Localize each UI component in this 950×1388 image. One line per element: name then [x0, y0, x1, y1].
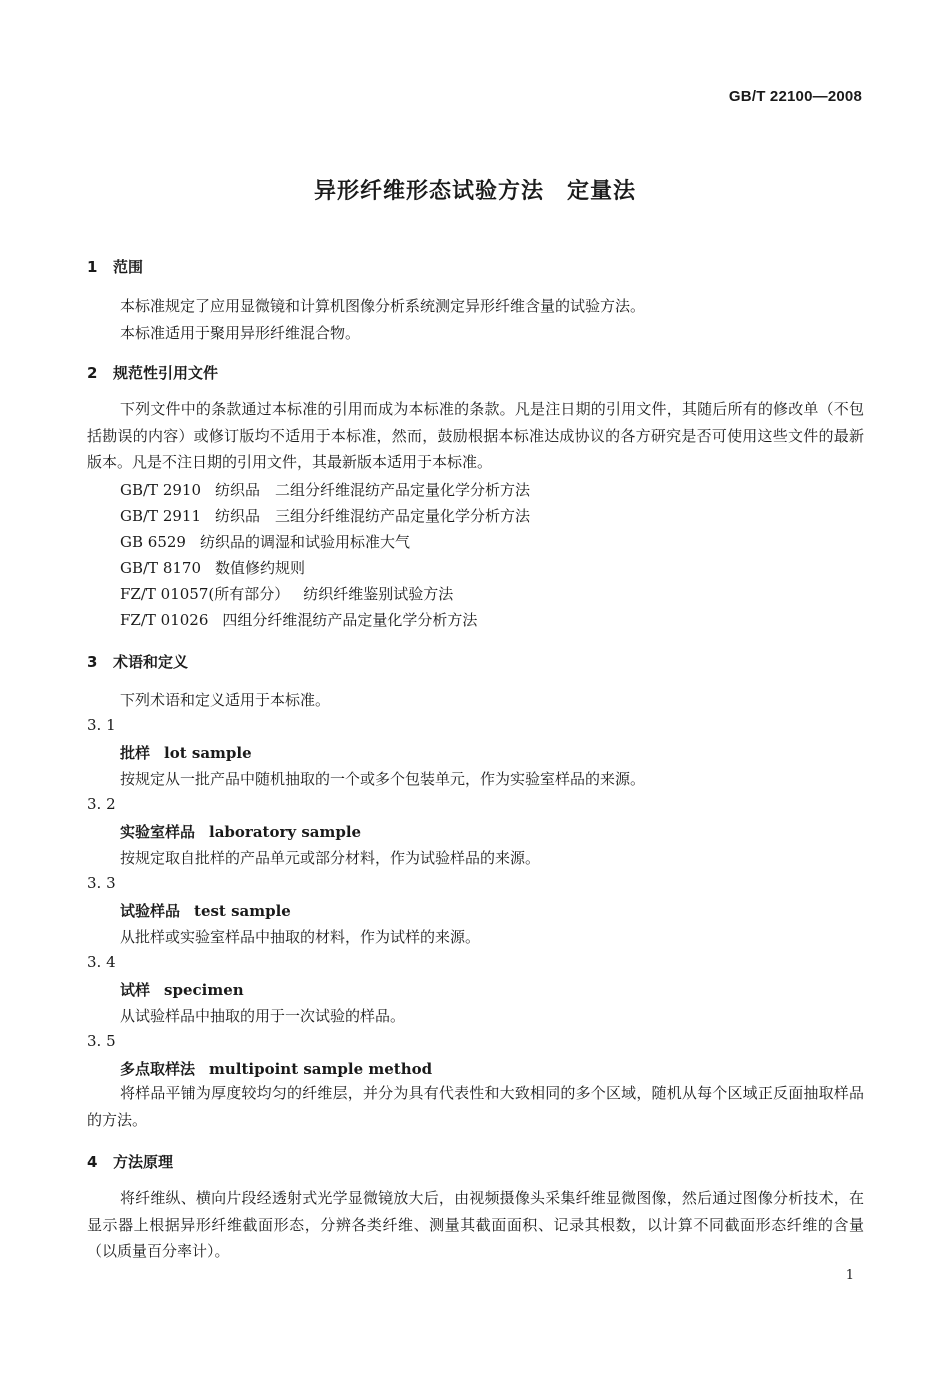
reference-item [120, 583, 453, 604]
term-entry [120, 821, 361, 842]
reference-item [120, 609, 477, 630]
section-4-heading [87, 1151, 173, 1172]
term-zh: 多点取样法 [120, 1060, 196, 1078]
reference-title: 纺织纤维鉴别试验方法 [303, 585, 454, 603]
term-en: multipoint sample method [209, 1060, 433, 1078]
reference-code: GB/T 2910 [120, 481, 202, 499]
term-entry [120, 979, 244, 1000]
term-en: lot sample [164, 744, 252, 762]
term-zh: 批样 [120, 744, 151, 762]
term-definition: 从试验样品中抽取的用于一次试验的样品。 [120, 1007, 406, 1025]
term-en: test sample [194, 902, 291, 920]
term-zh: 实验室样品 [120, 823, 196, 841]
term-en: laboratory sample [209, 823, 362, 841]
scope-line-2: 本标准适用于聚用异形纤维混合物。 [120, 324, 361, 342]
standard-code: GB/T 22100—2008 [728, 88, 862, 105]
section-title: 方法原理 [113, 1153, 174, 1171]
page-number: 1 [845, 1268, 854, 1283]
reference-item [120, 531, 410, 552]
section-title: 术语和定义 [113, 653, 189, 671]
reference-title: 纺织品 三组分纤维混纺产品定量化学分析方法 [215, 507, 531, 525]
term-definition: 从批样或实验室样品中抽取的材料，作为试样的来源。 [120, 928, 481, 946]
section-2-heading [87, 362, 218, 383]
document-title: 异形纤维形态试验方法 定量法 [313, 179, 636, 204]
reference-code: FZ/T 01026 [120, 611, 209, 629]
clause-number: 3. 2 [87, 795, 116, 813]
reference-code: FZ/T 01057(所有部分） [120, 585, 290, 603]
section-title: 范围 [113, 258, 144, 276]
scope-line-1: 本标准规定了应用显微镜和计算机图像分析系统测定异形纤维含量的试验方法。 [120, 297, 646, 315]
section-3-heading [87, 651, 188, 672]
section-number: 3 [87, 653, 98, 671]
term-en: specimen [164, 981, 244, 999]
reference-code: GB 6529 [120, 533, 186, 551]
clause-number: 3. 1 [87, 716, 116, 734]
reference-title: 数值修约规则 [215, 559, 306, 577]
clause-number: 3. 3 [87, 874, 116, 892]
term-entry [120, 742, 252, 763]
reference-code: GB/T 8170 [120, 559, 202, 577]
reference-item [120, 479, 530, 500]
reference-title: 四组分纤维混纺产品定量化学分析方法 [222, 611, 478, 629]
terms-intro: 下列术语和定义适用于本标准。 [120, 691, 331, 709]
term-entry [120, 1058, 432, 1079]
section-number: 1 [87, 258, 98, 276]
method-principle-text: 将纤维纵、横向片段经透射式光学显微镜放大后，由视频摄像头采集纤维显微图像，然后通过图像分析技术，在显示器上根据异形纤维截面形态，分辨各类纤维、测量其截面面积、记录其根数，以计算不同截面形态纤维的含量（以质量百分率计）。 [87, 1189, 864, 1260]
reference-item [120, 505, 530, 526]
clause-number: 3. 5 [87, 1032, 116, 1050]
term-entry [120, 900, 291, 921]
reference-item [120, 557, 305, 578]
section-1-heading [87, 256, 143, 277]
term-zh: 试验样品 [120, 902, 181, 920]
references-intro: 下列文件中的条款通过本标准的引用而成为本标准的条款。凡是注日期的引用文件，其随后所有的修改单（不包括勘误的内容）或修订版均不适用于本标准，然而，鼓励根据本标准达成协议的各方研究是否可使用这些文件的最新版本。凡是不注日期的引用文件，其最新版本适用于本标准。 [87, 400, 864, 471]
reference-code: GB/T 2911 [120, 507, 202, 525]
section-title: 规范性引用文件 [113, 364, 219, 382]
term-zh: 试样 [120, 981, 151, 999]
clause-number: 3. 4 [87, 953, 116, 971]
reference-title: 纺织品 二组分纤维混纺产品定量化学分析方法 [215, 481, 531, 499]
section-number: 4 [87, 1153, 98, 1171]
term-definition: 按规定取自批样的产品单元或部分材料，作为试验样品的来源。 [120, 849, 541, 867]
term-definition: 将样品平铺为厚度较均匀的纤维层，并分为具有代表性和大致相同的多个区域，随机从每个区域正反面抽取样品的方法。 [87, 1084, 864, 1129]
section-number: 2 [87, 364, 98, 382]
reference-title: 纺织品的调湿和试验用标准大气 [199, 533, 410, 551]
term-definition: 按规定从一批产品中随机抽取的一个或多个包装单元，作为实验室样品的来源。 [120, 770, 646, 788]
